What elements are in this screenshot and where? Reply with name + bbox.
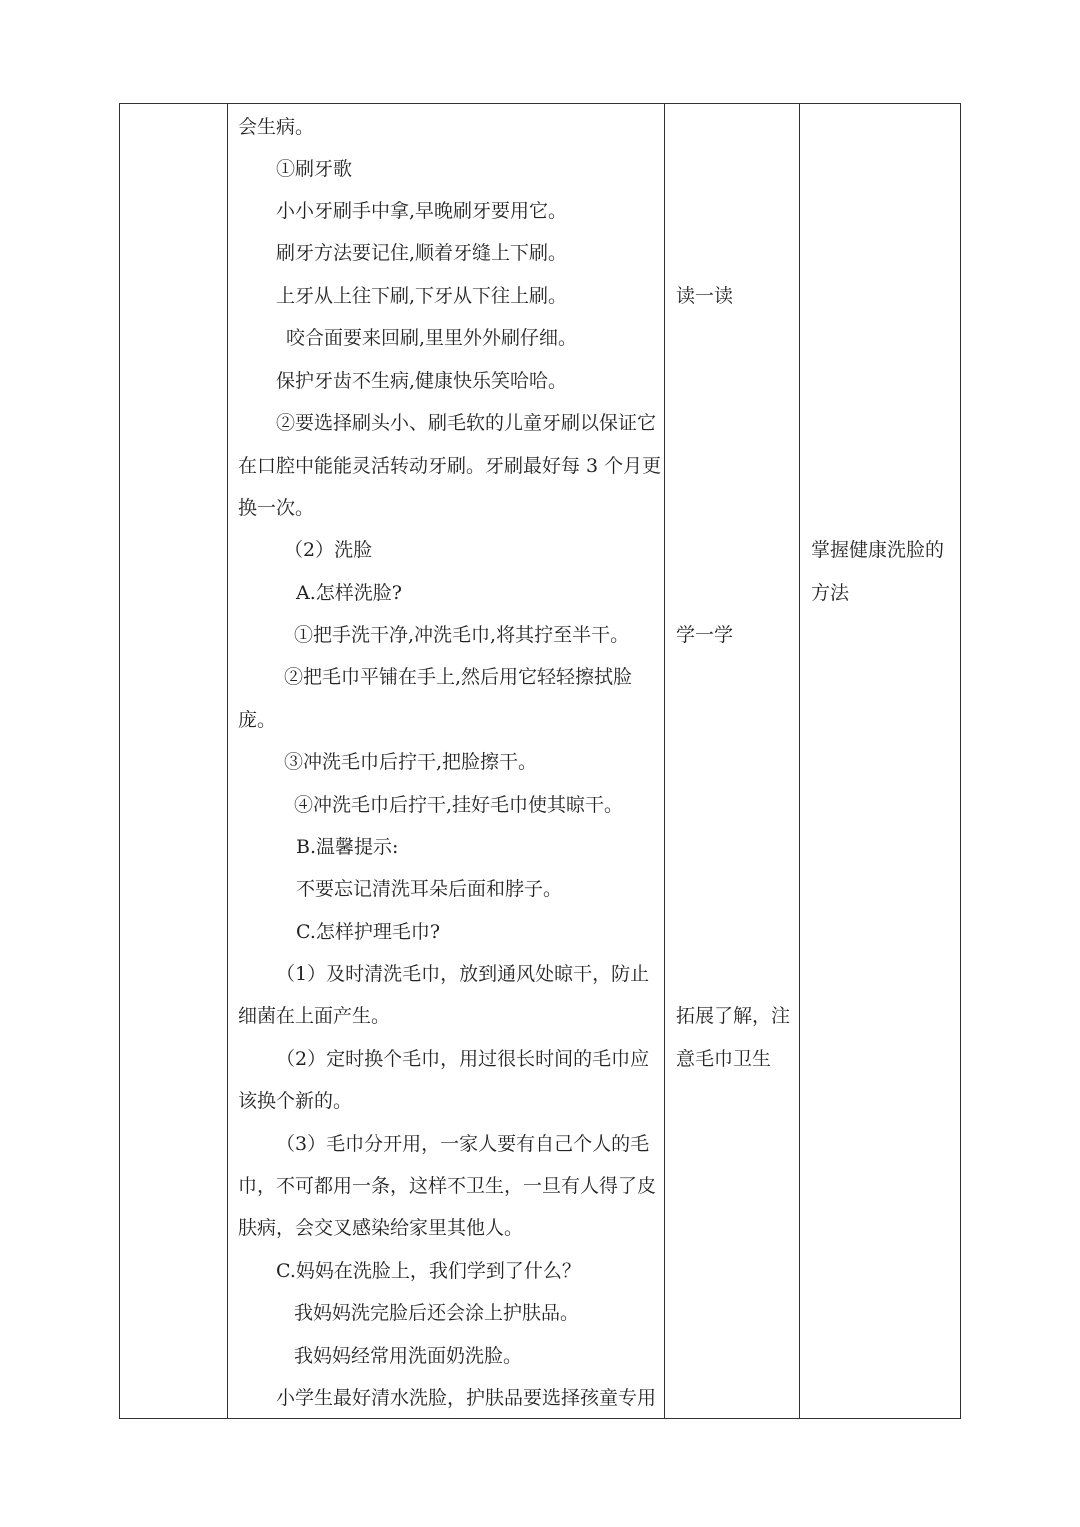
content-line: 上牙从上往下刷,下牙从下往上刷。: [276, 285, 568, 307]
content-line: 庞。: [238, 709, 277, 731]
column-divider: [799, 104, 800, 1418]
content-line: ④冲洗毛巾后拧干,挂好毛巾使其晾干。: [294, 794, 624, 816]
content-line: 我妈妈经常用洗面奶洗脸。: [294, 1345, 523, 1367]
activity-line: 拓展了解，注: [676, 1005, 791, 1027]
content-line: 不要忘记清洗耳朵后面和脖子。: [296, 878, 563, 900]
content-line: ①刷牙歌: [276, 158, 353, 180]
content-line: C.妈妈在洗脸上，我们学到了什么？: [276, 1260, 581, 1282]
content-line: （3）毛巾分开用，一家人要有自己个人的毛: [276, 1133, 650, 1155]
content-line: 咬合面要来回刷,里里外外刷仔细。: [286, 327, 578, 349]
content-line: 小学生最好清水洗脸，护肤品要选择孩童专用: [276, 1387, 657, 1409]
content-line: 巾，不可都用一条，这样不卫生，一旦有人得了皮: [238, 1175, 657, 1197]
content-line: C.怎样护理毛巾?: [296, 921, 441, 943]
content-line: 细菌在上面产生。: [238, 1005, 391, 1027]
content-line: 换一次。: [238, 497, 315, 519]
content-line: ③冲洗毛巾后拧干,把脸擦干。: [284, 751, 538, 773]
activity-line: 读一读: [676, 285, 734, 307]
content-line: （2）定时换个毛巾，用过很长时间的毛巾应: [276, 1048, 650, 1070]
content-line: 小小牙刷手中拿,早晚刷牙要用它。: [276, 200, 568, 222]
activity-line: 学一学: [676, 624, 734, 646]
content-line: ①把手洗干净,冲洗毛巾,将其拧至半干。: [294, 624, 630, 646]
column-divider: [664, 104, 665, 1418]
goal-line: 方法: [811, 582, 850, 604]
content-line: 该换个新的。: [238, 1090, 353, 1112]
content-line: 肤病，会交叉感染给家里其他人。: [238, 1217, 524, 1239]
goal-line: 掌握健康洗脸的: [811, 539, 945, 561]
content-line: ②要选择刷头小、刷毛软的儿童牙刷以保证它: [276, 412, 657, 434]
content-line: （1）及时清洗毛巾，放到通风处晾干，防止: [276, 963, 650, 985]
column-divider: [227, 104, 228, 1418]
activity-line: 意毛巾卫生: [676, 1048, 772, 1070]
content-line: B.温馨提示:: [296, 836, 399, 858]
content-line: 在口腔中能能灵活转动牙刷。牙刷最好每 3 个月更: [238, 455, 662, 477]
content-line: （2）洗脸: [284, 539, 373, 561]
content-line: 刷牙方法要记住,顺着牙缝上下刷。: [276, 242, 568, 264]
content-line: ②把毛巾平铺在手上,然后用它轻轻擦拭脸: [284, 666, 633, 688]
content-line: 保护牙齿不生病,健康快乐笑哈哈。: [276, 370, 568, 392]
content-line: A.怎样洗脸?: [296, 582, 402, 604]
content-line: 我妈妈洗完脸后还会涂上护肤品。: [294, 1302, 580, 1324]
content-line: 会生病。: [238, 116, 315, 138]
